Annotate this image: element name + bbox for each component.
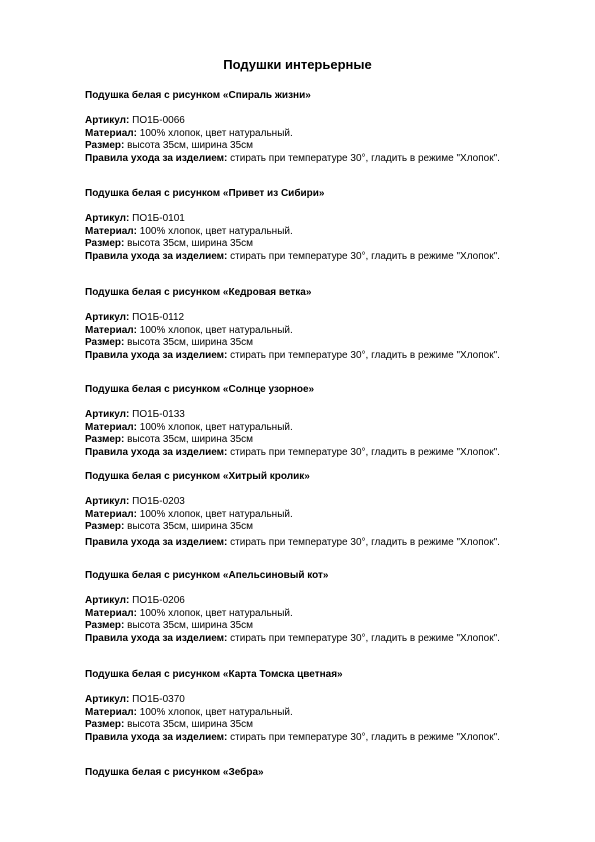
article-value: ПО1Б-0066 xyxy=(132,115,185,126)
size-row xyxy=(85,521,585,534)
material-label: Материал: xyxy=(85,508,137,520)
care-value: стирать при температуре 30°, гладить в режиме "Хлопок". xyxy=(230,250,500,262)
care-value: стирать при температуре 30°, гладить в режиме "Хлопок". xyxy=(230,731,500,743)
care-row xyxy=(85,633,585,646)
material-label: Материал: xyxy=(85,421,137,433)
product-entry-spiral xyxy=(85,90,585,165)
care-label: Правила ухода за изделием: xyxy=(85,446,228,458)
product-name: Подушка белая с рисунком «Апельсиновый кот» xyxy=(85,570,329,581)
product-name: Подушка белая с рисунком «Карта Томска цветная» xyxy=(85,669,343,680)
care-label: Правила ухода за изделием: xyxy=(85,536,228,548)
product-entry-siberia xyxy=(85,188,585,263)
material-label: Материал: xyxy=(85,706,137,718)
material-value: 100% хлопок, цвет натуральный. xyxy=(139,706,293,718)
size-value: высота 35см, ширина 35см xyxy=(127,337,254,348)
size-row xyxy=(85,140,585,153)
article-value: ПО1Б-0206 xyxy=(132,595,185,606)
article-value: ПО1Б-0203 xyxy=(132,496,185,507)
material-label: Материал: xyxy=(85,324,137,336)
size-label: Размер: xyxy=(85,521,125,532)
care-row xyxy=(85,447,585,460)
size-value: высота 35см, ширина 35см xyxy=(127,434,254,445)
material-row xyxy=(85,509,585,522)
material-label: Материал: xyxy=(85,127,137,139)
size-label: Размер: xyxy=(85,238,125,249)
size-label: Размер: xyxy=(85,620,125,631)
care-value: стирать при температуре 30°, гладить в режиме "Хлопок". xyxy=(230,446,500,458)
material-value: 100% хлопок, цвет натуральный. xyxy=(139,421,293,433)
product-entry-rabbit xyxy=(85,471,585,549)
size-row xyxy=(85,238,585,251)
article-label: Артикул: xyxy=(85,312,130,323)
size-row xyxy=(85,620,585,633)
care-label: Правила ухода за изделием: xyxy=(85,349,228,361)
product-entry-orange-cat xyxy=(85,570,585,645)
product-entry-sun xyxy=(85,384,585,459)
care-value: стирать при температуре 30°, гладить в режиме "Хлопок". xyxy=(230,536,500,548)
article-row xyxy=(85,213,585,226)
size-value: высота 35см, ширина 35см xyxy=(127,521,254,532)
size-label: Размер: xyxy=(85,337,125,348)
care-value: стирать при температуре 30°, гладить в режиме "Хлопок". xyxy=(230,632,500,644)
article-row xyxy=(85,312,585,325)
size-label: Размер: xyxy=(85,719,125,730)
product-name: Подушка белая с рисунком «Солнце узорное» xyxy=(85,384,315,395)
material-value: 100% хлопок, цвет натуральный. xyxy=(139,324,293,336)
material-row xyxy=(85,608,585,621)
page-title: Подушки интерьерные xyxy=(223,57,372,72)
size-row xyxy=(85,337,585,350)
article-row xyxy=(85,496,585,509)
care-label: Правила ухода за изделием: xyxy=(85,152,228,164)
size-row xyxy=(85,719,585,732)
material-value: 100% хлопок, цвет натуральный. xyxy=(139,127,293,139)
article-label: Артикул: xyxy=(85,496,130,507)
care-label: Правила ухода за изделием: xyxy=(85,632,228,644)
size-value: высота 35см, ширина 35см xyxy=(127,140,254,151)
care-row xyxy=(85,732,585,745)
article-value: ПО1Б-0112 xyxy=(132,312,185,323)
material-label: Материал: xyxy=(85,607,137,619)
material-row xyxy=(85,707,585,720)
material-value: 100% хлопок, цвет натуральный. xyxy=(139,508,293,520)
article-value: ПО1Б-0101 xyxy=(132,213,185,224)
size-row xyxy=(85,434,585,447)
product-entry-cedar xyxy=(85,287,585,362)
care-row xyxy=(85,153,585,166)
material-label: Материал: xyxy=(85,225,137,237)
product-name: Подушка белая с рисунком «Хитрый кролик» xyxy=(85,471,310,482)
care-value: стирать при температуре 30°, гладить в режиме "Хлопок". xyxy=(230,152,500,164)
article-label: Артикул: xyxy=(85,595,130,606)
article-row xyxy=(85,115,585,128)
article-label: Артикул: xyxy=(85,213,130,224)
article-row xyxy=(85,694,585,707)
product-name: Подушка белая с рисунком «Привет из Сибири» xyxy=(85,188,325,199)
article-label: Артикул: xyxy=(85,409,130,420)
material-row xyxy=(85,226,585,239)
size-value: высота 35см, ширина 35см xyxy=(127,620,254,631)
care-label: Правила ухода за изделием: xyxy=(85,731,228,743)
size-value: высота 35см, ширина 35см xyxy=(127,238,254,249)
care-row xyxy=(85,251,585,264)
care-row xyxy=(85,350,585,363)
material-row xyxy=(85,325,585,338)
care-value: стирать при температуре 30°, гладить в режиме "Хлопок". xyxy=(230,349,500,361)
product-name: Подушка белая с рисунком «Кедровая ветка» xyxy=(85,287,312,298)
material-value: 100% хлопок, цвет натуральный. xyxy=(139,225,293,237)
size-label: Размер: xyxy=(85,434,125,445)
material-row xyxy=(85,422,585,435)
article-row xyxy=(85,595,585,608)
article-label: Артикул: xyxy=(85,115,130,126)
product-entry-tomsk-map xyxy=(85,669,585,744)
product-name: Подушка белая с рисунком «Спираль жизни» xyxy=(85,90,311,101)
care-label: Правила ухода за изделием: xyxy=(85,250,228,262)
size-value: высота 35см, ширина 35см xyxy=(127,719,254,730)
material-row xyxy=(85,128,585,141)
care-row xyxy=(85,537,585,550)
article-value: ПО1Б-0370 xyxy=(132,694,185,705)
size-label: Размер: xyxy=(85,140,125,151)
article-value: ПО1Б-0133 xyxy=(132,409,185,420)
article-row xyxy=(85,409,585,422)
product-entry-zebra xyxy=(85,767,585,779)
product-name: Подушка белая с рисунком «Зебра» xyxy=(85,767,264,778)
material-value: 100% хлопок, цвет натуральный. xyxy=(139,607,293,619)
article-label: Артикул: xyxy=(85,694,130,705)
